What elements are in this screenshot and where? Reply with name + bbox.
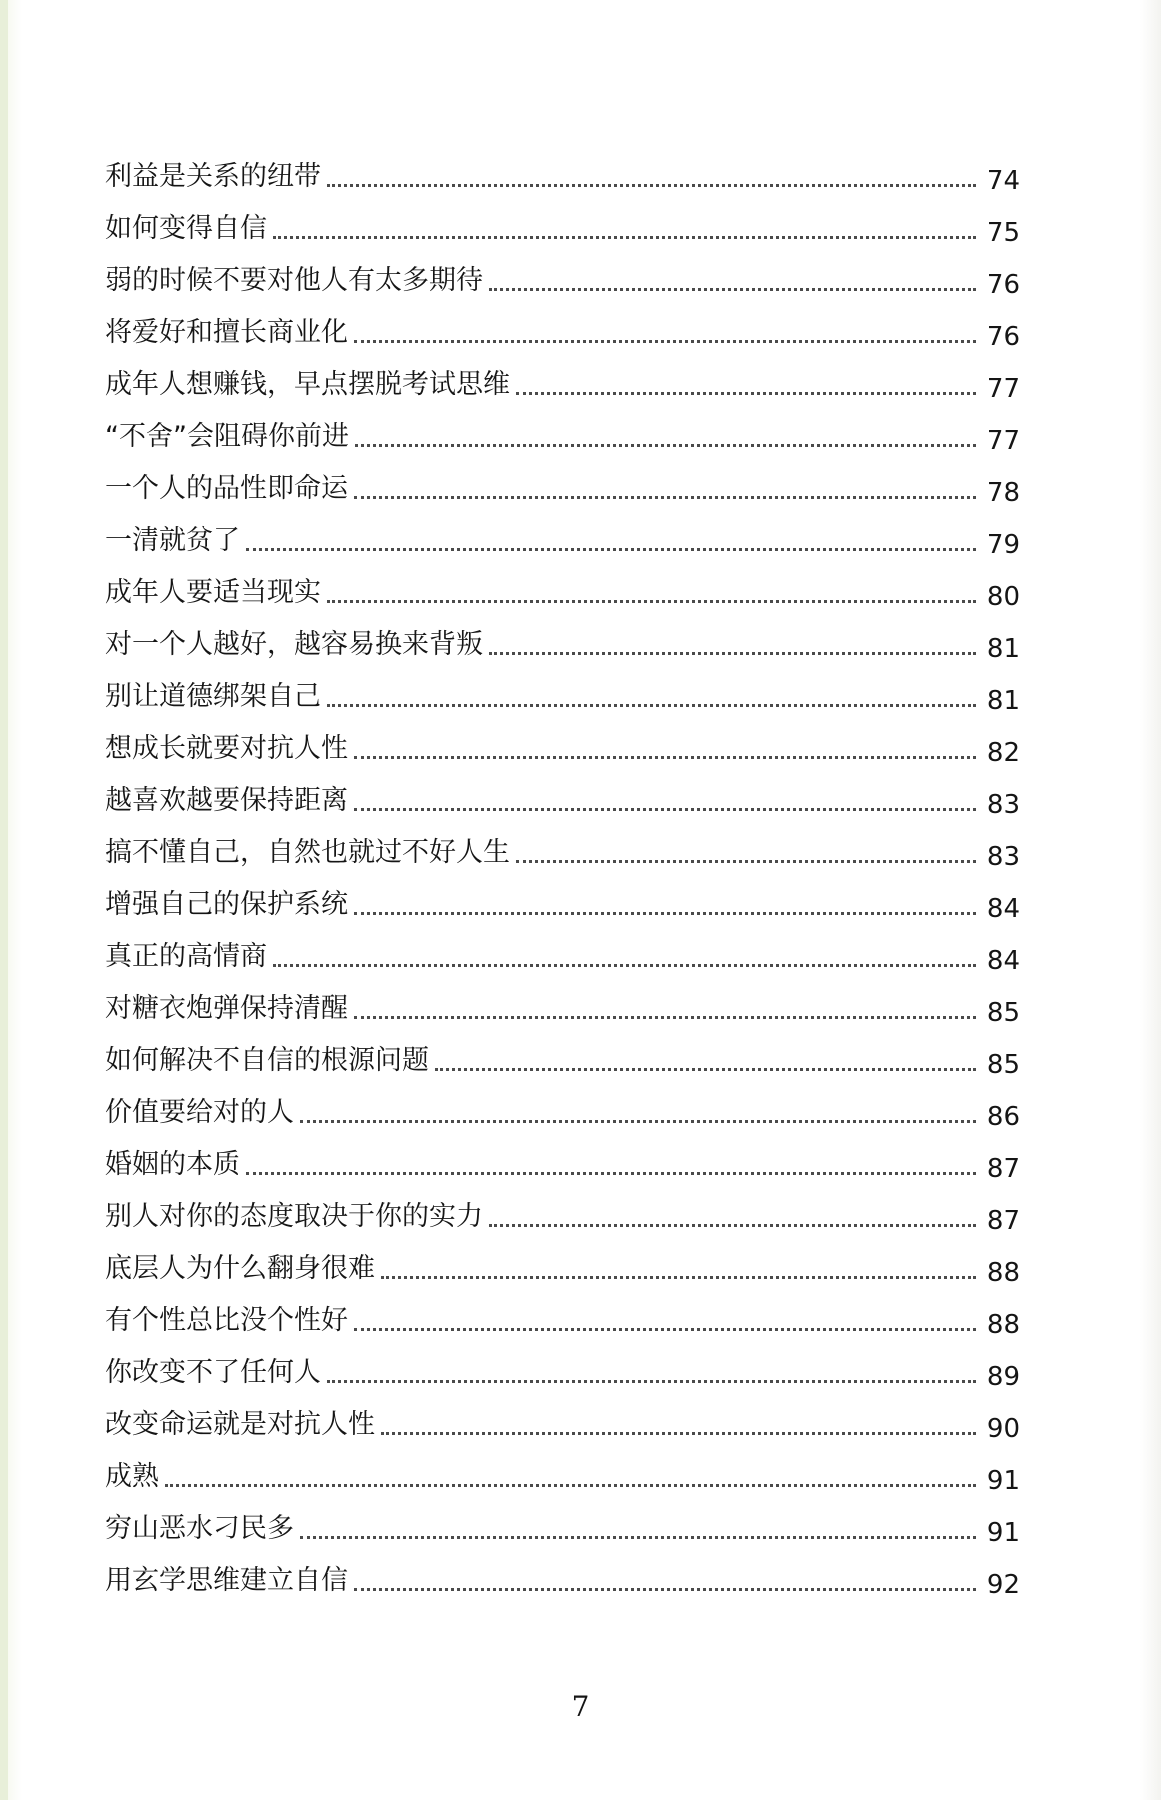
- toc-entry-title: 婚姻的本质: [105, 1149, 240, 1180]
- toc-entry: [105, 1492, 1020, 1548]
- toc-entry-page: 79: [986, 530, 1020, 560]
- toc-entry-title: 改变命运就是对抗人性: [105, 1409, 375, 1440]
- toc-entry-title: 真正的高情商: [105, 941, 267, 972]
- dot-leader: [327, 600, 976, 603]
- toc-entry-title: 对糖衣炮弹保持清醒: [105, 993, 348, 1024]
- toc-entry-page: 89: [986, 1362, 1020, 1392]
- toc-entry-page: 82: [986, 738, 1020, 768]
- toc-entry-page: 91: [986, 1466, 1020, 1496]
- toc-entry-title: 弱的时候不要对他人有太多期待: [105, 265, 483, 296]
- toc-entry-page: 90: [986, 1414, 1020, 1444]
- dot-leader: [300, 1120, 976, 1123]
- toc-entry: [105, 192, 1020, 248]
- toc-entry-title: 搞不懂自己，自然也就过不好人生: [105, 837, 510, 868]
- dot-leader: [489, 1224, 976, 1227]
- toc-entry-title: 你改变不了任何人: [105, 1357, 321, 1388]
- toc-entry-title: 别人对你的态度取决于你的实力: [105, 1201, 483, 1232]
- toc-entry-page: 87: [986, 1206, 1020, 1236]
- toc-entry-title: 将爱好和擅长商业化: [105, 317, 348, 348]
- toc-entry: [105, 400, 1020, 456]
- dot-leader: [246, 548, 976, 551]
- toc-entry-title: 如何变得自信: [105, 213, 267, 244]
- toc-entry-title: 想成长就要对抗人性: [105, 733, 348, 764]
- dot-leader: [381, 1432, 976, 1435]
- toc-entry-page: 86: [986, 1102, 1020, 1132]
- toc-entry: [105, 1232, 1020, 1288]
- toc-entry-page: 83: [986, 842, 1020, 872]
- toc-entry: [105, 504, 1020, 560]
- toc-entry-title: 底层人为什么翻身很难: [105, 1253, 375, 1284]
- toc-entry-title: 对一个人越好，越容易换来背叛: [105, 629, 483, 660]
- toc-entry-page: 92: [986, 1570, 1020, 1600]
- dot-leader: [327, 704, 976, 707]
- toc-entry: [105, 1440, 1020, 1496]
- toc-entry: [105, 1076, 1020, 1132]
- dot-leader: [516, 392, 976, 395]
- toc-entry-page: 91: [986, 1518, 1020, 1548]
- toc-entry: [105, 296, 1020, 352]
- toc-entry-title: 用玄学思维建立自信: [105, 1565, 348, 1596]
- dot-leader: [435, 1068, 976, 1071]
- toc-entry-title: 成年人想赚钱，早点摆脱考试思维: [105, 369, 510, 400]
- dot-leader: [246, 1172, 976, 1175]
- dot-leader: [489, 652, 976, 655]
- toc-entry: [105, 1128, 1020, 1184]
- toc-entry-page: 74: [986, 166, 1020, 196]
- toc-entry-title: 价值要给对的人: [105, 1097, 294, 1128]
- dot-leader: [354, 756, 976, 759]
- toc-entry-title: 别让道德绑架自己: [105, 681, 321, 712]
- toc-entry-title: 有个性总比没个性好: [105, 1305, 348, 1336]
- toc-entry-title: 增强自己的保护系统: [105, 889, 348, 920]
- toc-entry: [105, 1284, 1020, 1340]
- toc-entry-title: 成年人要适当现实: [105, 577, 321, 608]
- toc-entry-page: 81: [986, 686, 1020, 716]
- toc-entry: [105, 1544, 1020, 1600]
- dot-leader: [381, 1276, 976, 1279]
- dot-leader: [273, 964, 976, 967]
- dot-leader: [327, 1380, 976, 1383]
- toc-entry: [105, 244, 1020, 300]
- toc-entry: [105, 348, 1020, 404]
- toc-entry-page: 85: [986, 998, 1020, 1028]
- dot-leader: [355, 444, 976, 447]
- toc-entry: [105, 1024, 1020, 1080]
- toc-entry-page: 78: [986, 478, 1020, 508]
- toc-entry-page: 83: [986, 790, 1020, 820]
- toc-entry: [105, 920, 1020, 976]
- toc-entry: [105, 1180, 1020, 1236]
- dot-leader: [354, 1588, 976, 1591]
- toc-entry: [105, 660, 1020, 716]
- dot-leader: [354, 1016, 976, 1019]
- toc-entry: [105, 712, 1020, 768]
- toc-entry: [105, 1388, 1020, 1444]
- toc-entry: [105, 556, 1020, 612]
- toc-entry: [105, 1336, 1020, 1392]
- toc-entry-page: 84: [986, 894, 1020, 924]
- page-edge: [0, 0, 8, 1800]
- toc-entry-page: 76: [986, 322, 1020, 352]
- toc-entry-title: 穷山恶水刁民多: [105, 1513, 294, 1544]
- dot-leader: [354, 496, 976, 499]
- toc-entry-title: 利益是关系的纽带: [105, 161, 321, 192]
- toc-entry-page: 81: [986, 634, 1020, 664]
- toc-entry-title: 成熟: [105, 1461, 159, 1492]
- toc-entry: [105, 816, 1020, 872]
- toc-entry: [105, 972, 1020, 1028]
- toc-entry-title: 越喜欢越要保持距离: [105, 785, 348, 816]
- toc-entry-title: 一清就贫了: [105, 525, 240, 556]
- dot-leader: [354, 808, 976, 811]
- toc-entry: [105, 868, 1020, 924]
- toc-entry-page: 80: [986, 582, 1020, 612]
- toc-entry: [105, 764, 1020, 820]
- toc-entry: [105, 140, 1020, 196]
- toc-entry-page: 84: [986, 946, 1020, 976]
- dot-leader: [354, 340, 976, 343]
- dot-leader: [165, 1484, 976, 1487]
- dot-leader: [273, 236, 976, 239]
- dot-leader: [354, 912, 976, 915]
- toc-entry-title: “不舍”会阻碍你前进: [105, 421, 349, 452]
- dot-leader: [300, 1536, 976, 1539]
- toc-entry: [105, 452, 1020, 508]
- toc-entry-page: 88: [986, 1258, 1020, 1288]
- table-of-contents: [105, 140, 1020, 1600]
- toc-entry-page: 76: [986, 270, 1020, 300]
- toc-entry-page: 87: [986, 1154, 1020, 1184]
- toc-entry-page: 77: [986, 426, 1020, 456]
- toc-entry-page: 77: [986, 374, 1020, 404]
- dot-leader: [516, 860, 976, 863]
- toc-entry-title: 一个人的品性即命运: [105, 473, 348, 504]
- toc-entry-title: 如何解决不自信的根源问题: [105, 1045, 429, 1076]
- dot-leader: [354, 1328, 976, 1331]
- toc-entry: [105, 608, 1020, 664]
- toc-entry-page: 85: [986, 1050, 1020, 1080]
- page-number: 7: [571, 1690, 590, 1723]
- toc-entry-page: 88: [986, 1310, 1020, 1340]
- dot-leader: [327, 184, 976, 187]
- toc-entry-page: 75: [986, 218, 1020, 248]
- dot-leader: [489, 288, 976, 291]
